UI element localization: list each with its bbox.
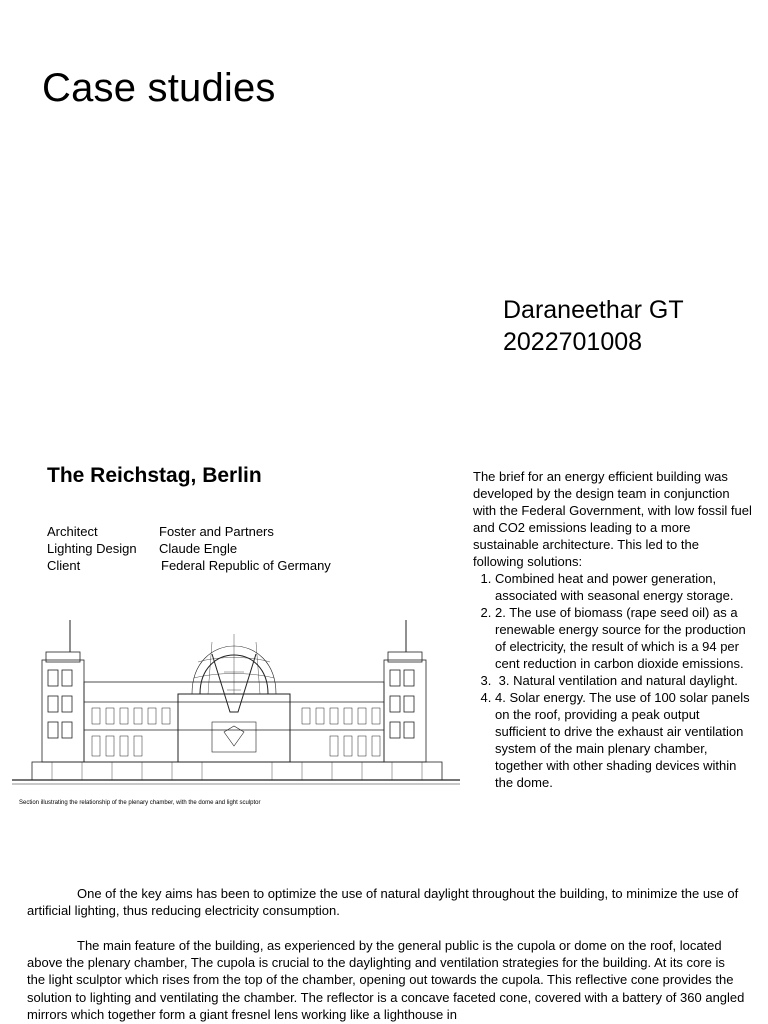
solution-item: 4. 4. Solar energy. The use of 100 solar panels on the roof, providing a peak output sufficient to drive the exhaust air ventilation system of the main plenary chamber, together with other shading devices within the dome. xyxy=(495,689,753,791)
author-id: 2022701008 xyxy=(503,328,643,356)
credit-label: Lighting Design xyxy=(47,541,137,556)
credit-value: Federal Republic of Germany xyxy=(161,558,331,573)
credit-row-client xyxy=(47,557,331,574)
solution-item: 2. 2. The use of biomass (rape seed oil) as a renewable energy source for the production of electricity, the result of which is a 94 per cent reduction in carbon dioxide emissions. xyxy=(495,604,753,672)
brief-intro: The brief for an energy efficient building was developed by the design team in conjunction with the Federal Government, with low fossil fuel and CO2 emissions leading to a more sustainable architecture. This led to the following solutions: xyxy=(473,469,752,569)
credit-label: Client xyxy=(47,558,81,573)
author-block xyxy=(503,294,684,358)
credit-value: Foster and Partners xyxy=(159,524,274,539)
credit-value: Claude Engle xyxy=(159,541,238,556)
figure-caption: Section illustrating the relationship of the plenary chamber, with the dome and light sculptor xyxy=(19,800,261,806)
credit-row-architect xyxy=(47,523,331,540)
brief-text xyxy=(473,468,753,791)
credits-list xyxy=(47,523,331,574)
reichstag-section-drawing xyxy=(12,612,460,827)
credit-label: Architect xyxy=(47,524,98,539)
body-paragraph: One of the key aims has been to optimize the use of natural daylight throughout the building, to minimize the use of artificial lighting, thus reducing electricity consumption. xyxy=(27,886,739,919)
case-study-title: The Reichstag, Berlin xyxy=(47,464,262,487)
body-paragraph: The main feature of the building, as experienced by the general public is the cupola or dome on the roof, located above the plenary chamber, The cupola is crucial to the daylighting and ventilation strategies for the building. At its core is the light sculptor which rises from the top of the chamber, opening out towards the cupola. This reflective cone provides the solution to lighting and ventilating the chamber. The reflector is a concave faceted cone, covered with a battery of 360 angled mirrors which together form a giant fresnel lens working like a lighthouse in xyxy=(27,938,745,1022)
author-name: Daraneethar GT xyxy=(503,296,684,324)
solutions-list xyxy=(473,570,753,791)
slide-title: Case studies xyxy=(42,66,276,110)
solution-item: 3. 3. Natural ventilation and natural daylight. xyxy=(495,672,753,689)
solution-item: 1. Combined heat and power generation, associated with seasonal energy storage. xyxy=(495,570,753,604)
credit-row-lighting xyxy=(47,540,331,557)
